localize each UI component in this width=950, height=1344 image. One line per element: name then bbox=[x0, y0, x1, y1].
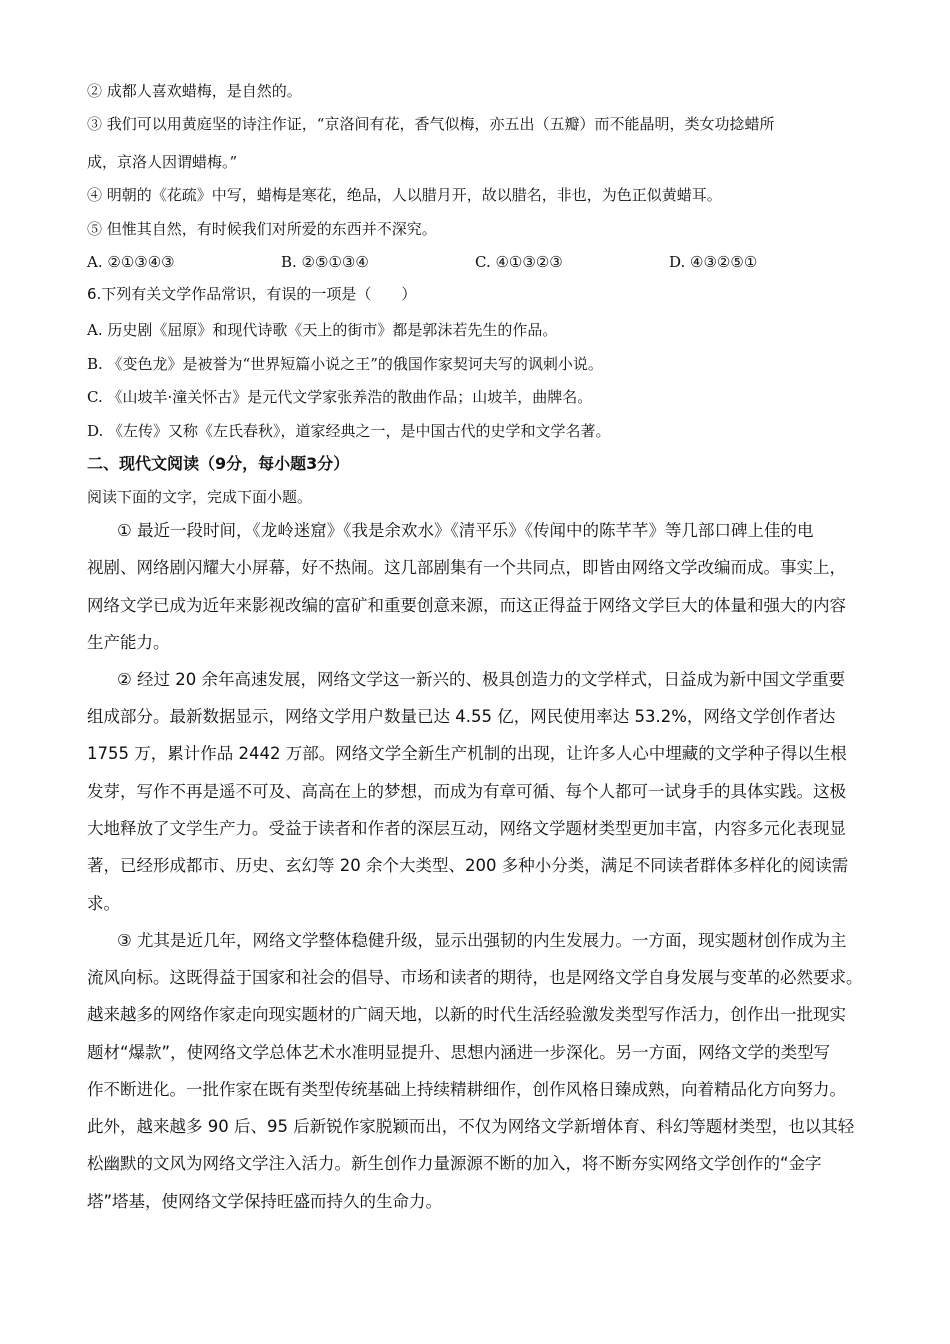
p3-line-1: ③ 尤其是近几年，网络文学整体稳健升级，显示出强韧的内生发展力。一方面，现实题材创作成为主 bbox=[117, 931, 847, 950]
p3-line-8: 塔”塔基，使网络文学保持旺盛而持久的生命力。 bbox=[87, 1192, 443, 1211]
q6-option-d: D. 《左传》又称《左氏春秋》，道家经典之一，是中国古代的史学和文学名著。 bbox=[87, 422, 611, 440]
p3-line-7: 松幽默的文风为网络文学注入活力。新生创作力量源源不断的加入，将不断夯实网络文学创作的“金字 bbox=[87, 1154, 822, 1173]
p3-line-3: 越来越多的网络作家走向现实题材的广阔天地，以新的时代生活经验激发类型写作活力，创作出一批现实 bbox=[87, 1005, 846, 1024]
q6-option-b: B. 《变色龙》是被誉为“世界短篇小说之王”的俄国作家契诃夫写的讽刺小说。 bbox=[87, 355, 603, 373]
q6-option-a: A. 历史剧《屈原》和现代诗歌《天上的街市》都是郭沫若先生的作品。 bbox=[87, 321, 558, 339]
p1-line-2: 视剧、网络剧闪耀大小屏幕，好不热闹。这几部剧集有一个共同点，即皆由网络文学改编而成。事实上， bbox=[87, 558, 846, 577]
q5-option-b: B. ②⑤①③④ bbox=[281, 253, 369, 271]
sentence-3-line-1: ③ 我们可以用黄庭坚的诗注作证，“京洛间有花，香气似梅，亦五出（五瓣）而不能晶明，类女功捻蜡所 bbox=[87, 115, 775, 133]
q6-option-c: C. 《山坡羊·潼关怀古》是元代文学家张养浩的散曲作品；山坡羊，曲牌名。 bbox=[87, 388, 593, 406]
q5-option-c: C. ④①③②③ bbox=[475, 253, 563, 271]
p2-line-1: ② 经过 20 余年高速发展，网络文学这一新兴的、极具创造力的文学样式，日益成为新中国文学重要 bbox=[117, 670, 846, 689]
q5-option-d: D. ④③②⑤① bbox=[669, 253, 758, 271]
section-heading: 二、现代文阅读（9分，每小题3分） bbox=[87, 454, 350, 473]
section-instruction: 阅读下面的文字，完成下面小题。 bbox=[87, 488, 313, 506]
sentence-2: ② 成都人喜欢蜡梅，是自然的。 bbox=[87, 82, 302, 100]
p1-line-4: 生产能力。 bbox=[87, 633, 170, 652]
p3-line-4: 题材“爆款”，使网络文学总体艺术水准明显提升、思想内涵进一步深化。另一方面，网络文学的类型写 bbox=[87, 1043, 831, 1062]
q5-option-a: A. ②①③④③ bbox=[87, 253, 175, 271]
p2-line-5: 大地释放了文学生产力。受益于读者和作者的深层互动，网络文学题材类型更加丰富，内容多元化表现显 bbox=[87, 819, 846, 838]
p2-line-7: 求。 bbox=[87, 894, 120, 913]
sentence-3-line-2: 成，京洛人因谓蜡梅。” bbox=[87, 153, 238, 171]
p2-line-3: 1755 万，累计作品 2442 万部。网络文学全新生产机制的出现，让许多人心中埋藏的文学种子得以生根 bbox=[87, 744, 847, 763]
sentence-4: ④ 明朝的《花疏》中写，蜡梅是寒花，绝品，人以腊月开，故以腊名，非也，为色正似黄蜡耳。 bbox=[87, 186, 722, 204]
sentence-5: ⑤ 但惟其自然，有时候我们对所爱的东西并不深究。 bbox=[87, 220, 437, 238]
p3-line-6: 此外，越来越多 90 后、95 后新锐作家脱颖而出，不仅为网络文学新增体育、科幻等题材类型，也以其轻 bbox=[87, 1117, 855, 1136]
p2-line-4: 发芽，写作不再是遥不可及、高高在上的梦想，而成为有章可循、每个人都可一试身手的具体实践。这极 bbox=[87, 782, 846, 801]
p3-line-2: 流风向标。这既得益于国家和社会的倡导、市场和读者的期待，也是网络文学自身发展与变革的必然要求。 bbox=[87, 968, 863, 987]
q6-stem: 6.下列有关文学作品常识，有误的一项是（ ） bbox=[87, 285, 417, 303]
p3-line-5: 作不断进化。一批作家在既有类型传统基础上持续精耕细作，创作风格日臻成熟，向着精品化方向努力。 bbox=[87, 1080, 846, 1099]
p2-line-2: 组成部分。最新数据显示，网络文学用户数量已达 4.55 亿，网民使用率达 53.2%，网络文学创作者达 bbox=[87, 707, 836, 726]
p1-line-3: 网络文学已成为近年来影视改编的富矿和重要创意来源，而这正得益于网络文学巨大的体量和强大的内容 bbox=[87, 596, 846, 615]
p1-line-1: ① 最近一段时间，《龙岭迷窟》《我是余欢水》《清平乐》《传闻中的陈芊芊》等几部口碑上佳的电 bbox=[117, 521, 814, 540]
p2-line-6: 著，已经形成都市、历史、玄幻等 20 余个大类型、200 多种小分类，满足不同读者群体多样化的阅读需 bbox=[87, 856, 849, 875]
